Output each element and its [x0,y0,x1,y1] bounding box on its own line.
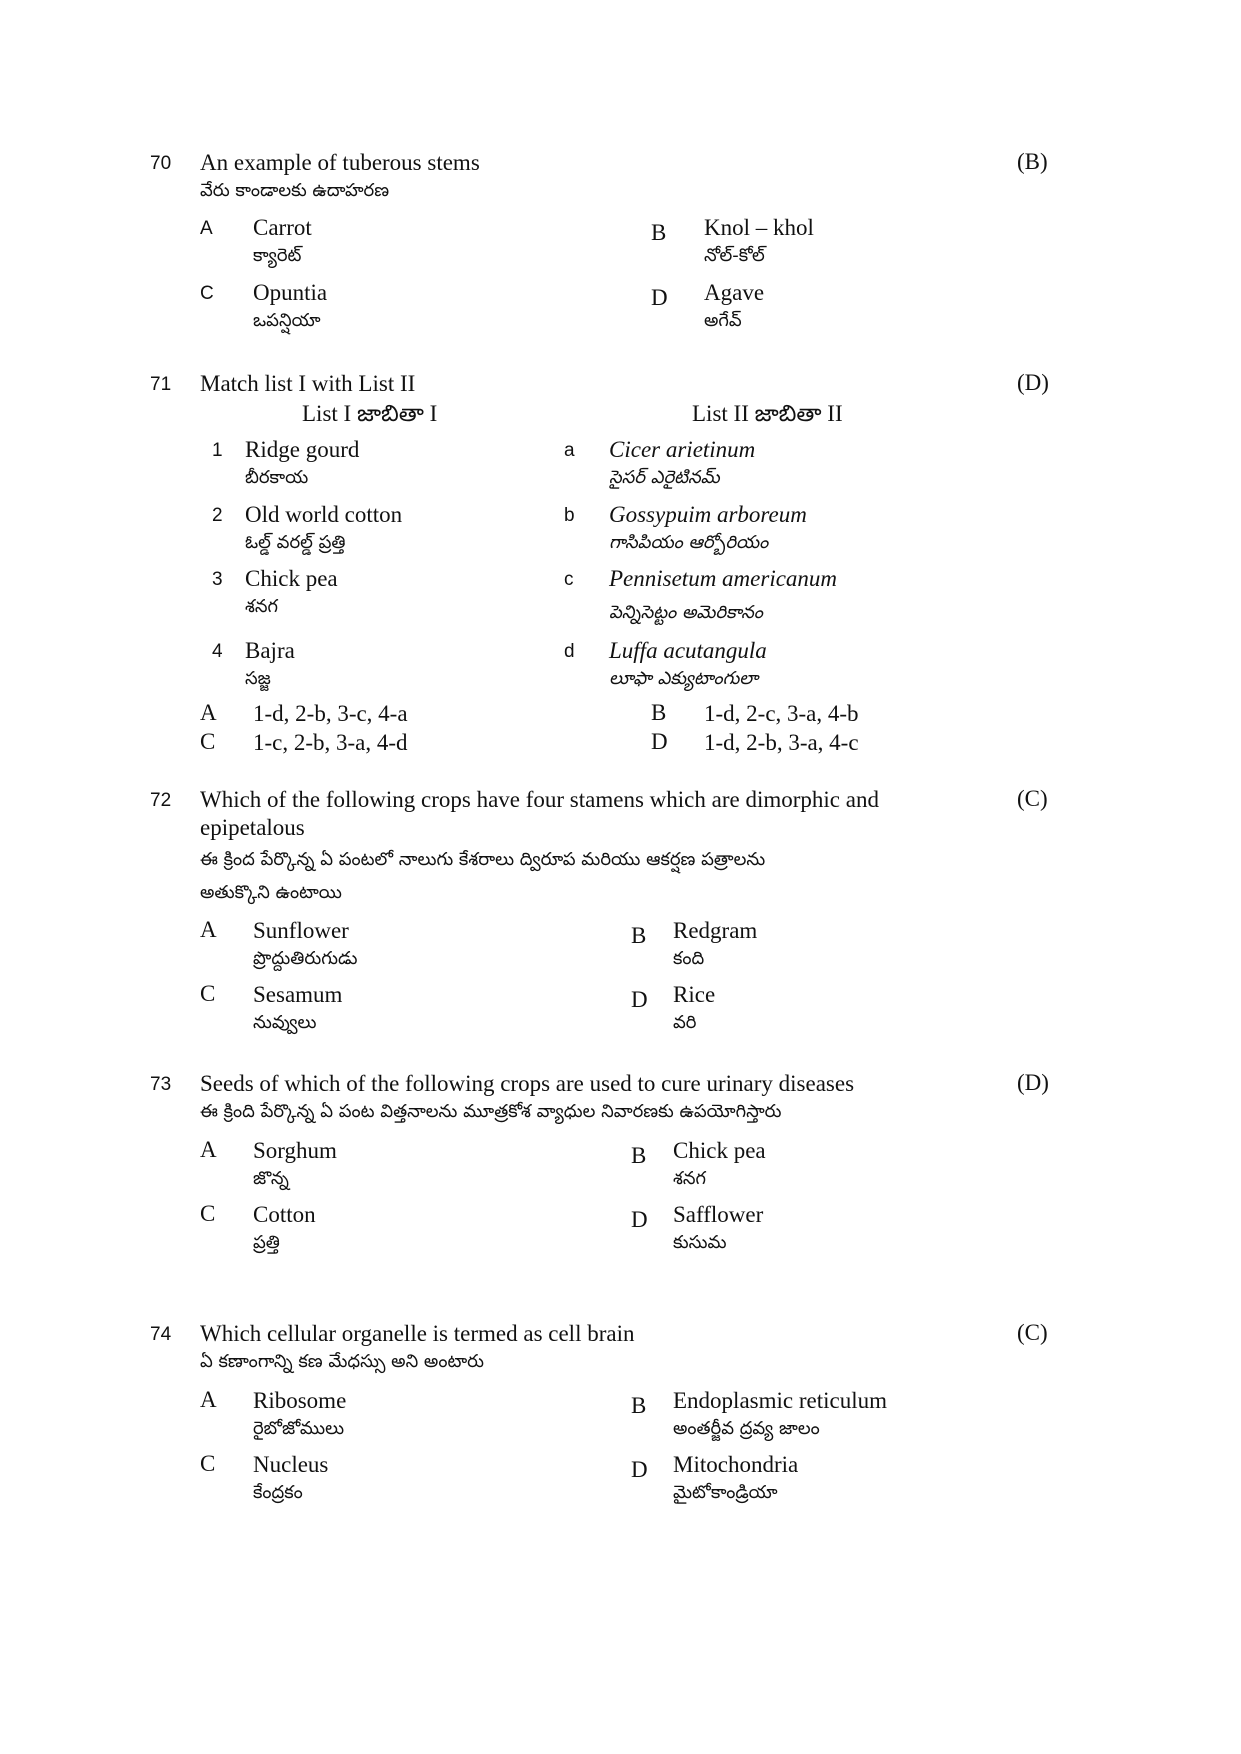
list-item-number: 1 [212,440,223,461]
option-label: C [200,729,216,754]
list-item-letter: a [564,440,575,461]
option-label: A [200,218,213,239]
option-label: D [651,729,668,754]
option-label: A [200,917,217,942]
option-text-te: మైటోకాండ్రియా [673,1482,778,1503]
option-text-en: Cotton [253,1202,316,1227]
list-item-en: Cicer arietinum [609,437,756,462]
list-item-number: 4 [212,641,223,662]
option-text-te: ఒపన్షియా [253,310,321,331]
list-item-en: Bajra [245,638,295,663]
option-label: C [200,283,214,304]
option-text-en: Sorghum [253,1138,337,1163]
list-item-te: బీరకాయ [245,467,309,488]
answer-key: (D) [1017,370,1049,395]
answer-key: (B) [1017,149,1048,174]
question-text-en: Seeds of which of the following crops are used to cure urinary diseases [200,1071,855,1096]
option-label: D [631,1207,648,1232]
option-text-te: జొన్న [253,1168,289,1189]
option-label: C [200,981,216,1006]
list-two-header: List II జాబితా II [692,401,843,426]
option-text-te: కంది [673,948,705,969]
answer-key: (D) [1017,1070,1049,1095]
question-text-te-line-2: అతుక్కొని ఉంటాయి [200,882,342,903]
list-one-header: List I జాబితా I [302,401,438,426]
option-text-en: Agave [704,280,765,305]
option-text-te: రైబోజోములు [253,1418,345,1439]
option-text-te: నువ్వులు [253,1012,317,1033]
question-text-te-line-1: ఈ క్రింద పేర్కొన్న ఏ పంటలో నాలుగు కేశరాలు ద్విరూప మరియు ఆకర్షణ పత్రాలను [200,849,766,870]
option-text-en: Nucleus [253,1452,329,1477]
option-text-en: Sunflower [253,918,349,943]
option-label: A [200,1387,217,1412]
question-number: 72 [150,790,172,811]
question-text-te: వేరు కాండాలకు ఉదాహరణ [200,180,390,201]
option-text-te: క్యారెట్ [253,245,302,266]
list-item-letter: b [564,505,575,526]
answer-key: (C) [1017,786,1048,811]
option-label: B [631,1143,647,1168]
question-text-en: An example of tuberous stems [200,150,480,175]
list-item-en: Luffa acutangula [609,638,767,663]
option-label: D [651,285,668,310]
option-text-en: Mitochondria [673,1452,799,1477]
list-item-letter: c [564,569,574,590]
option-text-te: కుసుమ [673,1232,727,1253]
option-text: 1-c, 2-b, 3-a, 4-d [253,730,408,755]
list-item-te: లూఫా ఎక్యుటాంగులా [609,668,759,689]
option-text-te: అంతర్జీవ ద్రవ్య జాలం [673,1418,820,1439]
question-number: 71 [150,374,172,395]
option-text-en: Carrot [253,215,312,240]
list-item-en: Chick pea [245,566,338,591]
question-text-en: Which of the following crops have four stamens which are dimorphic and epipetalous [200,787,879,840]
option-text-te: కేంద్రకం [253,1482,303,1503]
option-text-en: Knol – khol [704,215,814,240]
option-text-en: Redgram [673,918,758,943]
option-label: C [200,1201,216,1226]
option-text-en: Sesamum [253,982,343,1007]
option-text-en: Safflower [673,1202,764,1227]
question-text-en: Which cellular organelle is termed as cell brain [200,1321,635,1346]
option-label: D [631,1457,648,1482]
option-text: 1-d, 2-c, 3-a, 4-b [704,701,859,726]
option-label: A [200,700,217,725]
list-item-te: సైసర్ ఎరైటినమ్ [609,467,720,488]
question-number: 73 [150,1074,172,1095]
question-number: 70 [150,153,172,174]
question-text-te: ఈ క్రింది పేర్కొన్న ఏ పంట విత్తనాలను మూత్రకోశ వ్యాధుల నివారణకు ఉపయోగిస్తారు [200,1101,782,1122]
question-text-te: ఏ కణాంగాన్ని కణ మేధస్సు అని అంటారు [200,1351,485,1372]
option-text-en: Rice [673,982,716,1007]
option-text-te: ప్రొద్దుతిరుగుడు [253,948,358,969]
option-label: D [631,987,648,1012]
question-number: 74 [150,1324,172,1345]
list-item-te: గాసిపియం ఆర్బోరియం [609,532,769,553]
option-text-en: Chick pea [673,1138,766,1163]
option-label: B [631,1393,647,1418]
option-text-te: నోల్-కోల్ [704,245,765,266]
option-text-en: Endoplasmic reticulum [673,1388,887,1413]
list-item-number: 2 [212,505,223,526]
list-item-en: Old world cotton [245,502,403,527]
list-item-en: Pennisetum americanum [609,566,838,591]
option-label: B [651,220,667,245]
option-text-en: Opuntia [253,280,328,305]
option-text-te: శనగ [673,1168,707,1189]
option-label: B [631,923,647,948]
option-text: 1-d, 2-b, 3-c, 4-a [253,701,408,726]
list-item-number: 3 [212,569,223,590]
option-text-te: ప్రత్తి [253,1232,280,1253]
list-item-en: Ridge gourd [245,437,360,462]
list-item-te: శనగ [245,596,279,617]
question-text-en: Match list I with List II [200,371,416,396]
option-text-te: అగేవ్ [704,310,742,331]
list-item-en: Gossypuim arboreum [609,502,807,527]
list-item-te: ఓల్డ్ వరల్డ్ ప్రత్తి [245,532,346,553]
option-text: 1-d, 2-b, 3-a, 4-c [704,730,859,755]
option-text-en: Ribosome [253,1388,347,1413]
option-label: A [200,1137,217,1162]
answer-key: (C) [1017,1320,1048,1345]
list-item-te: సజ్జ [245,668,271,689]
option-text-te: వరి [673,1012,697,1033]
option-label: B [651,700,667,725]
option-label: C [200,1451,216,1476]
list-item-letter: d [564,641,575,662]
list-item-te: పెన్నిసెట్టం అమెరికానం [609,602,763,623]
